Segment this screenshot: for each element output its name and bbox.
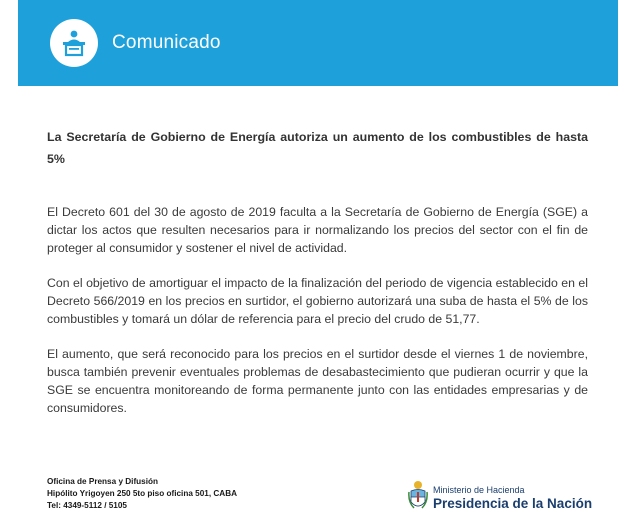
office-name: Oficina de Prensa y Difusión xyxy=(47,477,159,486)
office-phone: Tel: 4349-5112 / 5105 xyxy=(47,501,127,510)
paragraph-1: El Decreto 601 del 30 de agosto de 2019 faculta a la Secretaría de Gobierno de Energía (SGE) a dictar los actos que resulten necesarios para ir normalizando los precios del sector con el fin de proteger al consumidor y sostener el nivel de actividad. xyxy=(47,205,588,255)
coat-of-arms-icon xyxy=(408,480,428,517)
presidency-name: Presidencia de la Nación xyxy=(433,496,593,511)
ministry-logo xyxy=(408,480,592,517)
press-office-info xyxy=(47,476,237,512)
headline: La Secretaría de Gobierno de Energía autoriza un aumento de los combustibles de hasta 5% xyxy=(47,130,588,166)
office-address: Hipólito Yrigoyen 250 5to piso oficina 501, CABA xyxy=(47,489,238,498)
ministry-name: Ministerio de Hacienda xyxy=(433,485,525,495)
banner-title: Comunicado xyxy=(112,32,221,53)
header-banner xyxy=(18,0,618,86)
paragraph-3: El aumento, que será reconocido para los precios en el surtidor desde el viernes 1 de noviembre, busca también prevenir eventuales problemas de desabastecimiento que pudieran ocurrir y que la SGE se encuentra monitoreando de forma permanente junto con las entidades empresarias y de consumidores. xyxy=(47,347,588,415)
podium-icon xyxy=(50,19,98,67)
paragraph-2: Con el objetivo de amortiguar el impacto de la finalización del periodo de vigencia establecido en el Decreto 566/2019 en los precios en surtidor, el gobierno autorizará una suba de hasta el 5% de los combustibles y tomará un dólar de referencia para el precio del crudo de 51,77. xyxy=(47,276,588,326)
